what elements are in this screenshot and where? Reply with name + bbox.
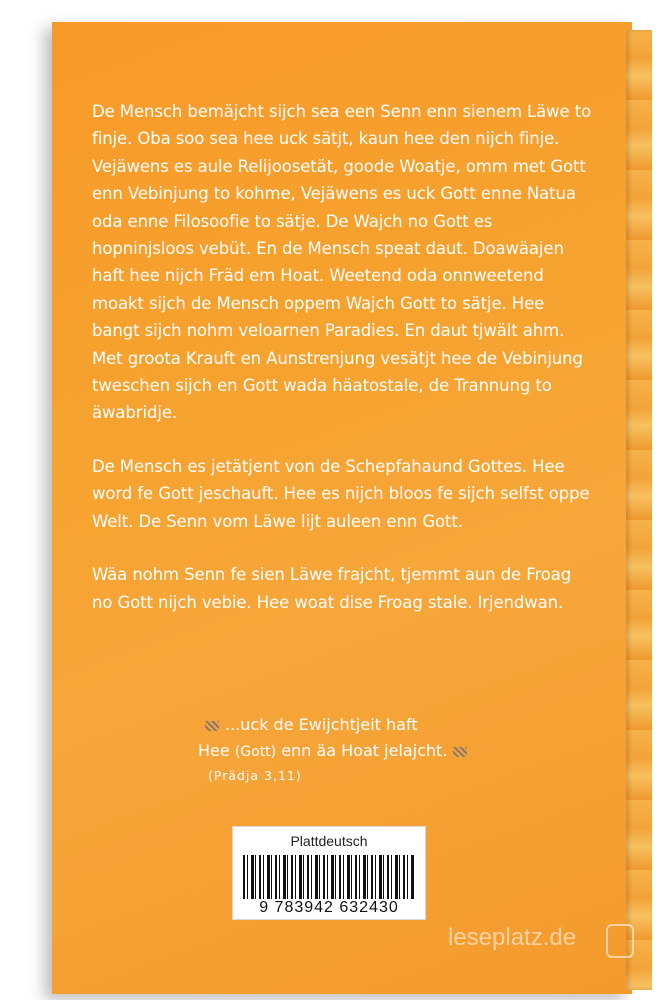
barcode-icon [243,855,415,899]
quote-reference: (Prädja 3,11) [208,768,302,783]
quote-line-2-start: Hee [198,741,235,760]
watermark-text: leseplatz.de [448,924,577,951]
ornament-icon [205,721,219,731]
quote-line-2-paren: (Gott) [234,744,277,760]
barcode-sticker [232,826,426,920]
quote-line-1: ...uck de Ewijchtjeit haft [225,715,418,734]
barcode-label: Plattdeutsch [290,833,368,849]
blurb-paragraph-3: Wäa nohm Senn fe sien Läwe frajcht, tjemmt aun de Froag no Gott nijch vebie. Hee woat dise Froag stale. Irjendwan. [92,565,572,612]
quote-line-2-end: enn äa Hoat jelajcht. [276,741,448,760]
barcode-number: 9 783942 632430 [259,899,399,916]
bible-quote [198,712,467,765]
book-spine [626,30,652,990]
book-logo-icon [606,924,634,958]
blurb-paragraph-2: De Mensch es jetätjent von de Schepfahaund Gottes. Hee word fe Gott jeschauft. Hee es nijch bloos fe sijch selfst oppe Welt. De Senn vom Läwe lijt auleen enn Gott. [92,456,590,531]
ornament-icon [453,747,467,757]
blurb-text [92,98,592,642]
blurb-paragraph-1: De Mensch bemäjcht sijch sea een Senn enn sienem Läwe to finje. Oba soo sea hee uck sätjt, kaun hee den nijch finje. Vejäwens es aule Relijoosetät, goode Woatje, omm met Gott enn Vebinjung to kohme, Vejäwens es uck Gott enne Natua oda enne Filosoofie to sätje. De Wajch no Gott es hopninjsloos vebüt. En de Mensch speat daut. Doawäajen haft hee nijch Fräd em Hoat. Weetend oda onnweetend moakt sijch de Mensch oppem Wajch Gott to sätje. Hee bangt sijch nohm veloarnen Paradies. En daut tjwält ahm. Met groota Krauft en Aunstrenjung vesätjt hee de Vebinjung tweschen sijch en Gott wada häatostale, de Trannung to äwabridje. [92,102,592,423]
